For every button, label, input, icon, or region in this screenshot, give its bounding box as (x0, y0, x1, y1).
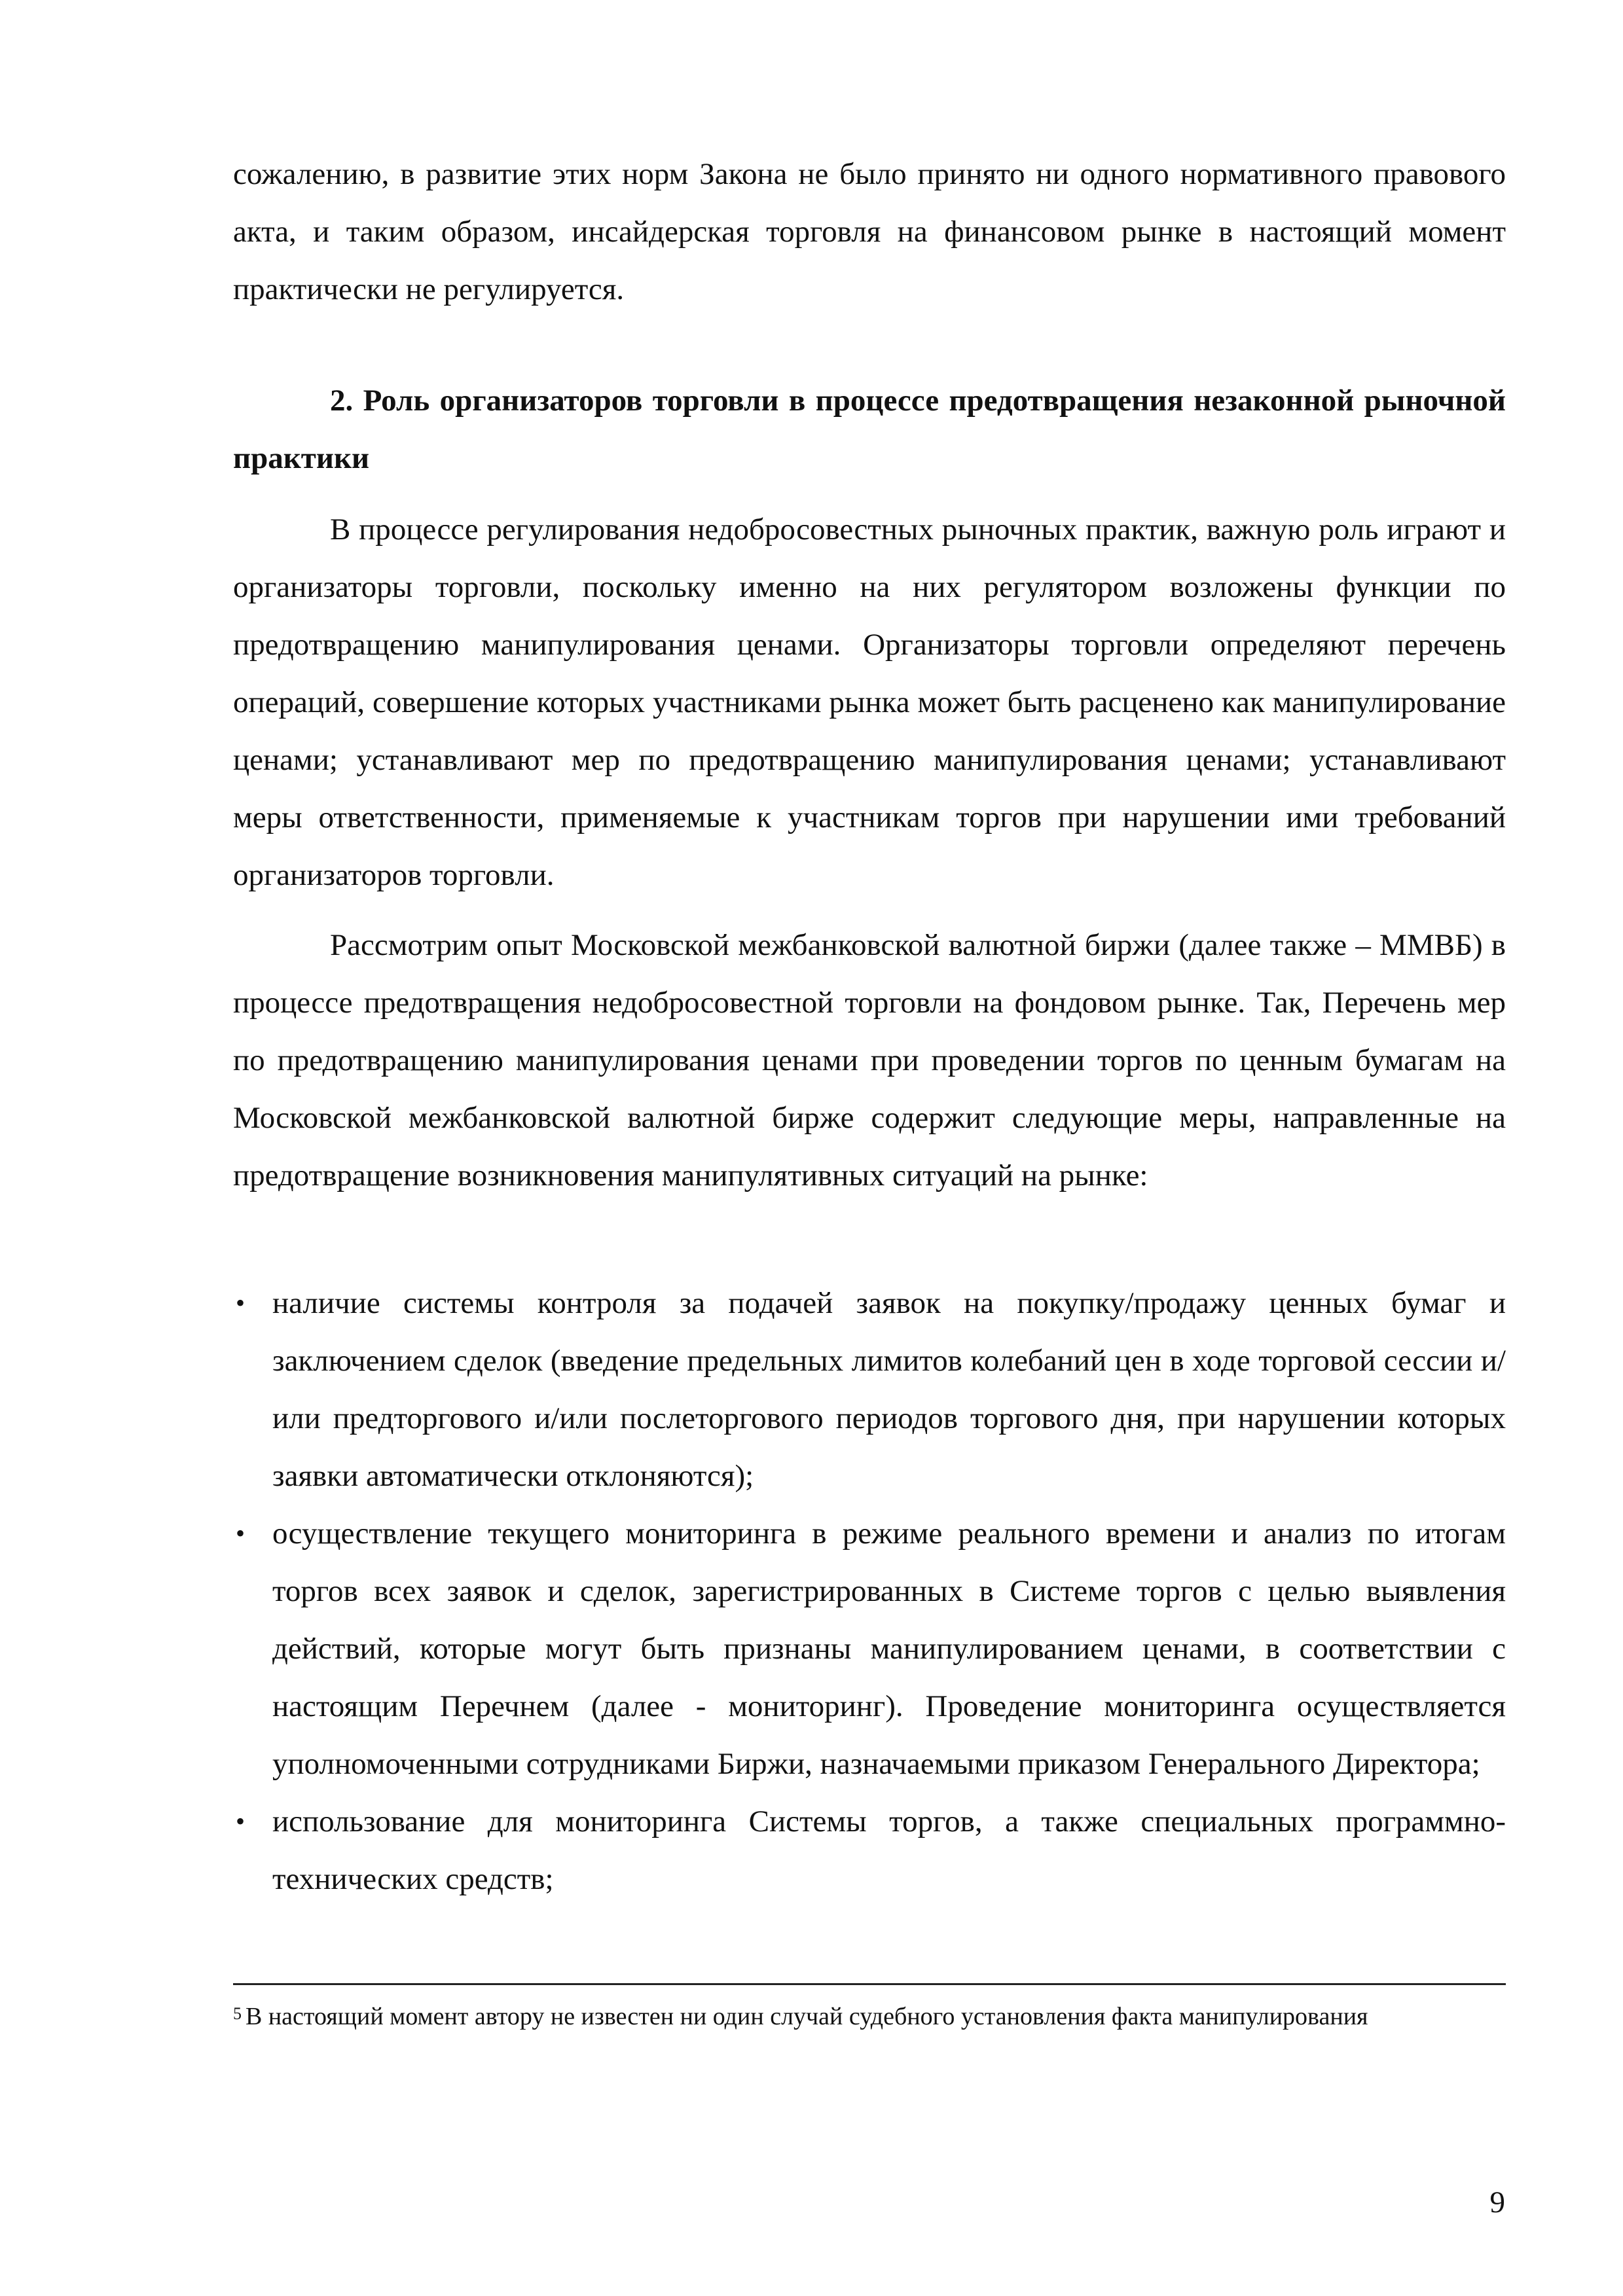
bullet-icon: • (236, 1518, 246, 1548)
page-number: 9 (1489, 2185, 1505, 2219)
list-item (233, 1505, 1506, 1793)
continuation-paragraph: сожалению, в развитие этих норм Закона не было принято ни одного нормативного правового акта, и таким образом, инсайдерская торговля на финансовом рынке в настоящий момент практически не регулируется. (233, 157, 1506, 306)
footnote-marker: 5 (233, 2004, 242, 2023)
list-item (233, 1793, 1506, 1908)
paragraph-mmvb-experience: Рассмотрим опыт Московской межбанковской валютной биржи (далее также – ММВБ) в процессе предотвращения недобросовестной торговли на фондовом рынке. Так, Перечень мер по предотвращению манипулирования ценами при проведении торгов по ценным бумагам на Московской межбанковской валютной бирже содержит следующие меры, направленные на предотвращение возникновения манипулятивных ситуаций на рынке: (233, 928, 1506, 1193)
section-heading: 2. Роль организаторов торговли в процессе предотвращения незаконной рыночной практики (233, 384, 1506, 475)
list-item-text: наличие системы контроля за подачей заявок на покупку/продажу ценных бумаг и заключением сделок (введение предельных лимитов колебаний цен в ходе торговой сессии и/или предторгового и/или послеторгового периодов торгового дня, при нарушении которых заявки автоматически отклоняются); (272, 1286, 1506, 1493)
footnote-text: В настоящий момент автору не известен ни один случай судебного установления факта манипулирования (246, 2003, 1368, 2030)
list-item-text: осуществление текущего мониторинга в режиме реального времени и анализ по итогам торгов всех заявок и сделок, зарегистрированных в Системе торгов с целью выявления действий, которые могут быть признаны манипулированием ценами, в соответствии с настоящим Перечнем (далее - мониторинг). Проведение мониторинга осуществляется уполномоченными сотрудниками Биржи, назначаемыми приказом Генерального Директора; (272, 1516, 1506, 1781)
bullet-icon: • (236, 1806, 246, 1836)
list-item-text: использование для мониторинга Системы торгов, а также специальных программно-технических средств; (272, 1804, 1506, 1896)
bullet-icon: • (236, 1288, 246, 1318)
list-item (233, 1274, 1506, 1505)
footnote (233, 2000, 1506, 2034)
footnote-separator (233, 1983, 1506, 1985)
paragraph-organizers-role: В процессе регулирования недобросовестных рыночных практик, важную роль играют и организаторы торговли, поскольку именно на них регулятором возложены функции по предотвращению манипулирования ценами. Организаторы торговли определяют перечень операций, совершение которых участниками рынка может быть расценено как манипулирование ценами; устанавливают мер по предотвращению манипулирования ценами; устанавливают меры ответственности, применяемые к участникам торгов при нарушении ими требований организаторов торговли. (233, 512, 1506, 892)
measures-list (233, 1274, 1506, 1908)
